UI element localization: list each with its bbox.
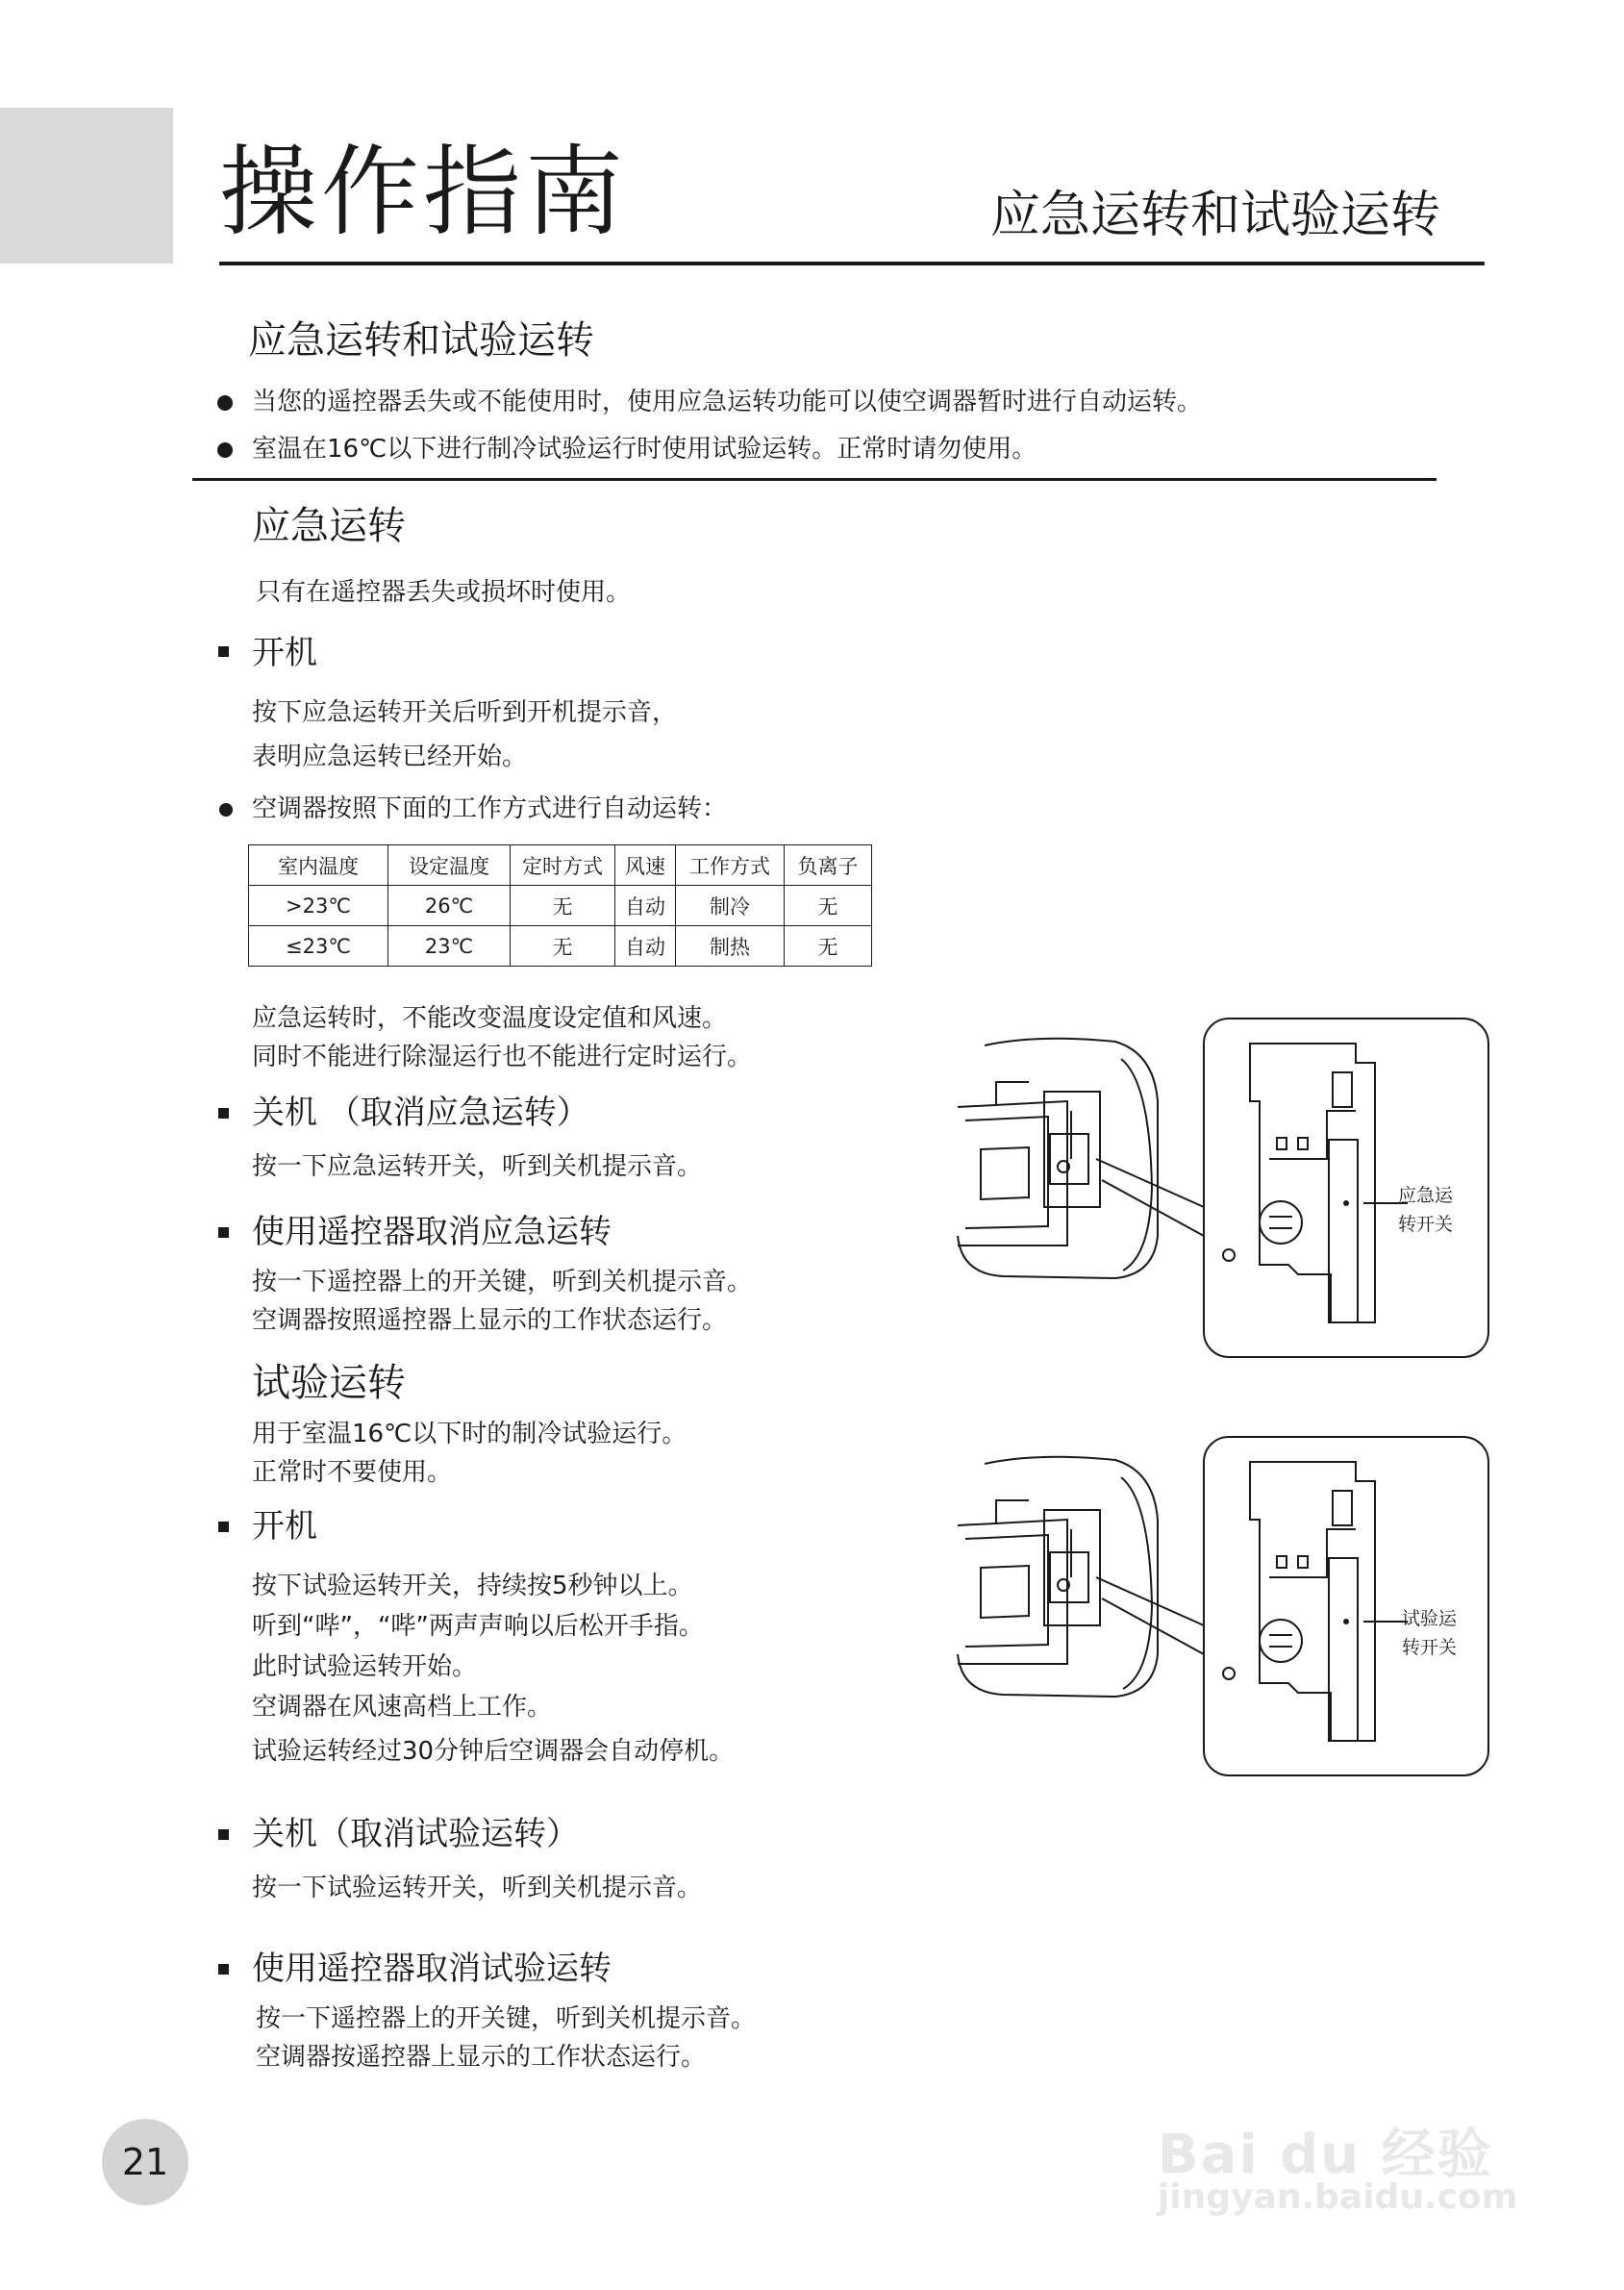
test-on-line-4: 空调器在风速高档上工作。 [252,1693,553,1722]
emergency-switch-label-2: 转开关 [1398,1214,1454,1235]
table-cell: 制冷 [676,886,785,926]
table-header-cell: 设定温度 [388,845,511,886]
test-on-title: 开机 [252,1507,317,1546]
page-title: 操作指南 [219,136,627,250]
table-cell: 无 [511,926,615,967]
test-cancel-title: 使用遥控器取消试验运转 [252,1950,612,1988]
table-header-row [249,845,872,886]
bullet-icon [219,803,233,817]
table-header-cell: 室内温度 [249,845,388,886]
emergency-on-title: 开机 [252,634,317,672]
table-header-cell: 风速 [615,845,676,886]
emergency-off-line: 按一下应急运转开关，听到关机提示音。 [252,1152,703,1181]
emergency-cancel-line-2: 空调器按照遥控器上显示的工作状态运行。 [252,1306,728,1335]
table-header-cell: 工作方式 [676,845,785,886]
emergency-desc: 只有在遥控器丢失或损坏时使用。 [256,578,632,607]
square-bullet-icon [218,1964,229,1975]
test-on-line-1: 按下试验运转开关，持续按5秒钟以上。 [252,1572,693,1600]
test-on-line-3: 此时试验运转开始。 [252,1652,478,1681]
test-on-line-5: 试验运转经过30分钟后空调器会自动停机。 [252,1737,735,1766]
test-cancel-line-1: 按一下遥控器上的开关键，听到关机提示音。 [256,2004,757,2033]
emergency-off-title: 关机 （取消应急运转） [252,1094,589,1132]
test-off-line: 按一下试验运转开关，听到关机提示音。 [252,1874,703,1902]
table-cell: >23℃ [249,886,388,926]
square-bullet-icon [218,1522,229,1532]
section-title: 应急运转和试验运转 [990,187,1441,244]
square-bullet-icon [218,1108,229,1119]
intro-bullet-2: 室温在16℃以下进行制冷试验运行时使用试验运转。正常时请勿使用。 [252,435,1037,464]
table-cell: 23℃ [388,926,511,967]
table-cell: 无 [785,926,872,967]
table-cell: 无 [511,886,615,926]
emergency-switch-label-1: 应急运 [1398,1185,1454,1206]
watermark-brand: Bai du 经验 [1158,2124,1493,2186]
emergency-note-1: 应急运转时，不能改变温度设定值和风速。 [252,1004,728,1033]
square-bullet-icon [218,1829,229,1840]
test-desc-1: 用于室温16℃以下时的制冷试验运行。 [252,1420,687,1448]
page-number: 21 [102,2119,188,2205]
emergency-note-2: 同时不能进行除湿运行也不能进行定时运行。 [252,1043,753,1071]
table-row [249,886,872,926]
watermark-url: jingyan.baidu.com [1158,2177,1518,2217]
test-switch-label-1: 试验运 [1402,1608,1458,1629]
emergency-cancel-title: 使用遥控器取消应急运转 [252,1213,612,1251]
table-header-cell: 定时方式 [511,845,615,886]
test-switch-label-2: 转开关 [1402,1637,1458,1658]
test-off-title: 关机（取消试验运转） [252,1815,579,1853]
emergency-heading: 应急运转 [252,504,406,548]
test-desc-2: 正常时不要使用。 [252,1458,453,1487]
auto-run-note: 空调器按照下面的工作方式进行自动运转： [252,794,728,823]
emergency-cancel-line-1: 按一下遥控器上的开关键，听到关机提示音。 [252,1268,753,1296]
bullet-icon [217,395,233,411]
section-divider [192,478,1437,481]
intro-heading: 应急运转和试验运转 [248,318,594,363]
test-on-line-2: 听到“哔”，“哔”两声声响以后松开手指。 [252,1612,704,1641]
table-cell: 自动 [615,926,676,967]
table-row [249,926,872,967]
table-cell: 自动 [615,886,676,926]
table-header-cell: 负离子 [785,845,872,886]
intro-bullet-1: 当您的遥控器丢失或不能使用时，使用应急运转功能可以使空调器暂时进行自动运转。 [252,388,1203,416]
square-bullet-icon [218,646,229,657]
table-cell: 无 [785,886,872,926]
header-rule [219,262,1485,265]
auto-run-table [248,844,872,967]
table-cell: ≤23℃ [249,926,388,967]
table-cell: 制热 [676,926,785,967]
square-bullet-icon [218,1227,229,1238]
table-cell: 26℃ [388,886,511,926]
header-gray-tab [0,108,173,264]
bullet-icon [217,442,233,458]
test-heading: 试验运转 [252,1361,406,1405]
emergency-on-line-1: 按下应急运转开关后听到开机提示音， [252,698,678,727]
emergency-on-line-2: 表明应急运转已经开始。 [252,742,528,771]
test-cancel-line-2: 空调器按遥控器上显示的工作状态运行。 [256,2043,707,2072]
